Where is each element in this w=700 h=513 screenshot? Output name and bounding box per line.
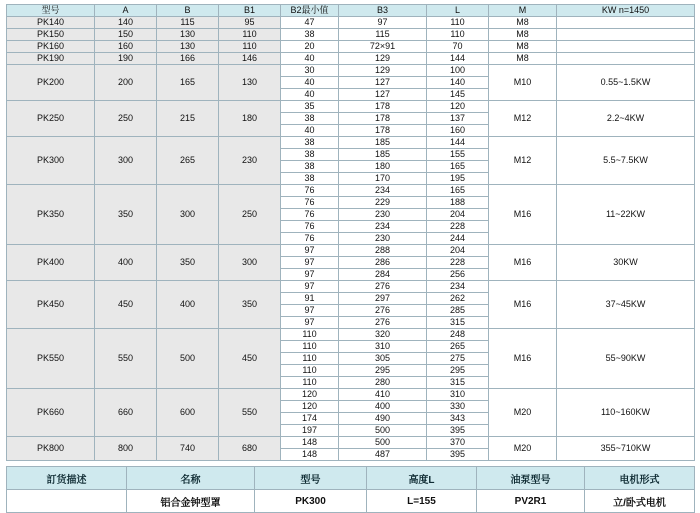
col-header-b2: B2最小值: [281, 5, 339, 17]
order-value-cell: 立/卧式电机: [585, 490, 695, 513]
cell-b1: 350: [219, 281, 281, 329]
cell-b1: 130: [219, 65, 281, 101]
cell-model: PK140: [7, 17, 95, 29]
cell-b3: 185: [339, 137, 427, 149]
cell-b2: 97: [281, 305, 339, 317]
cell-l: 110: [427, 17, 489, 29]
cell-kw: 2.2~4KW: [557, 101, 695, 137]
cell-b2: 197: [281, 425, 339, 437]
cell-b2: 38: [281, 173, 339, 185]
cell-l: 140: [427, 77, 489, 89]
order-header-cell: 高度L: [367, 467, 477, 490]
cell-l: 256: [427, 269, 489, 281]
cell-model: PK250: [7, 101, 95, 137]
cell-b1: 110: [219, 29, 281, 41]
cell-b: 600: [157, 389, 219, 437]
cell-m: M12: [489, 137, 557, 185]
cell-l: 265: [427, 341, 489, 353]
table-row: [7, 53, 695, 65]
cell-model: PK350: [7, 185, 95, 245]
cell-b3: 72×91: [339, 41, 427, 53]
cell-b1: 550: [219, 389, 281, 437]
cell-b2: 148: [281, 437, 339, 449]
cell-b3: 400: [339, 401, 427, 413]
cell-b3: 410: [339, 389, 427, 401]
order-header-row: [7, 467, 695, 490]
cell-l: 295: [427, 365, 489, 377]
cell-l: 165: [427, 161, 489, 173]
cell-b3: 295: [339, 365, 427, 377]
col-header-a: A: [95, 5, 157, 17]
cell-b3: 129: [339, 53, 427, 65]
cell-model: PK660: [7, 389, 95, 437]
cell-b1: 180: [219, 101, 281, 137]
cell-l: 144: [427, 137, 489, 149]
cell-kw: 55~90KW: [557, 329, 695, 389]
cell-b3: 127: [339, 89, 427, 101]
cell-a: 800: [95, 437, 157, 461]
cell-model: PK190: [7, 53, 95, 65]
cell-b1: 680: [219, 437, 281, 461]
cell-b3: 234: [339, 221, 427, 233]
cell-l: 262: [427, 293, 489, 305]
cell-l: 248: [427, 329, 489, 341]
cell-b2: 97: [281, 317, 339, 329]
cell-b3: 297: [339, 293, 427, 305]
order-header-cell: 电机形式: [585, 467, 695, 490]
cell-kw: [557, 17, 695, 29]
cell-l: 110: [427, 29, 489, 41]
cell-b2: 40: [281, 125, 339, 137]
cell-b: 265: [157, 137, 219, 185]
cell-kw: [557, 41, 695, 53]
cell-b2: 120: [281, 401, 339, 413]
cell-l: 275: [427, 353, 489, 365]
cell-b3: 127: [339, 77, 427, 89]
cell-a: 350: [95, 185, 157, 245]
cell-b2: 35: [281, 101, 339, 113]
cell-b2: 30: [281, 65, 339, 77]
cell-model: PK150: [7, 29, 95, 41]
cell-l: 165: [427, 185, 489, 197]
cell-b1: 110: [219, 41, 281, 53]
cell-model: PK160: [7, 41, 95, 53]
order-value-row: [7, 490, 695, 513]
cell-b3: 310: [339, 341, 427, 353]
cell-b: 215: [157, 101, 219, 137]
cell-a: 160: [95, 41, 157, 53]
cell-b3: 178: [339, 113, 427, 125]
table-row: [7, 65, 695, 77]
cell-l: 160: [427, 125, 489, 137]
order-header-cell: 油泵型号: [477, 467, 585, 490]
cell-model: PK450: [7, 281, 95, 329]
cell-b3: 230: [339, 209, 427, 221]
cell-b: 166: [157, 53, 219, 65]
cell-m: M8: [489, 29, 557, 41]
order-header-cell: 名称: [127, 467, 255, 490]
cell-l: 70: [427, 41, 489, 53]
cell-b3: 180: [339, 161, 427, 173]
cell-b3: 284: [339, 269, 427, 281]
cell-b3: 280: [339, 377, 427, 389]
cell-m: M16: [489, 185, 557, 245]
cell-b1: 450: [219, 329, 281, 389]
cell-b3: 500: [339, 425, 427, 437]
cell-b3: 97: [339, 17, 427, 29]
cell-b3: 230: [339, 233, 427, 245]
order-value-cell: PK300: [255, 490, 367, 513]
cell-kw: 37~45KW: [557, 281, 695, 329]
cell-b2: 97: [281, 257, 339, 269]
cell-b2: 97: [281, 269, 339, 281]
cell-b2: 97: [281, 281, 339, 293]
cell-l: 370: [427, 437, 489, 449]
cell-model: PK800: [7, 437, 95, 461]
cell-b2: 76: [281, 209, 339, 221]
table-header: [7, 5, 695, 17]
cell-m: M20: [489, 437, 557, 461]
order-description-section: [6, 466, 694, 513]
cell-b: 130: [157, 41, 219, 53]
cell-kw: 5.5~7.5KW: [557, 137, 695, 185]
cell-m: M16: [489, 281, 557, 329]
cell-l: 100: [427, 65, 489, 77]
cell-l: 285: [427, 305, 489, 317]
cell-b2: 110: [281, 353, 339, 365]
cell-b2: 38: [281, 29, 339, 41]
header-row: [7, 5, 695, 17]
cell-b3: 320: [339, 329, 427, 341]
cell-l: 137: [427, 113, 489, 125]
table-row: [7, 245, 695, 257]
cell-a: 200: [95, 65, 157, 101]
order-value-cell: L=155: [367, 490, 477, 513]
cell-b3: 178: [339, 125, 427, 137]
cell-m: M8: [489, 41, 557, 53]
cell-b3: 276: [339, 317, 427, 329]
col-header-m: M: [489, 5, 557, 17]
cell-b: 300: [157, 185, 219, 245]
cell-l: 120: [427, 101, 489, 113]
cell-b3: 185: [339, 149, 427, 161]
cell-b3: 170: [339, 173, 427, 185]
cell-l: 315: [427, 317, 489, 329]
table-row: [7, 389, 695, 401]
cell-l: 145: [427, 89, 489, 101]
cell-b2: 76: [281, 185, 339, 197]
cell-b1: 95: [219, 17, 281, 29]
cell-b: 130: [157, 29, 219, 41]
cell-kw: [557, 29, 695, 41]
cell-b2: 40: [281, 89, 339, 101]
cell-model: PK400: [7, 245, 95, 281]
col-header-b3: B3: [339, 5, 427, 17]
col-header-l: L: [427, 5, 489, 17]
cell-b2: 38: [281, 161, 339, 173]
table-row: [7, 41, 695, 53]
cell-b3: 115: [339, 29, 427, 41]
cell-a: 150: [95, 29, 157, 41]
cell-a: 250: [95, 101, 157, 137]
cell-b3: 286: [339, 257, 427, 269]
cell-b2: 40: [281, 77, 339, 89]
cell-l: 228: [427, 257, 489, 269]
cell-kw: 355~710KW: [557, 437, 695, 461]
cell-l: 195: [427, 173, 489, 185]
cell-b1: 300: [219, 245, 281, 281]
cell-b3: 500: [339, 437, 427, 449]
order-header-cell: 型号: [255, 467, 367, 490]
cell-b2: 91: [281, 293, 339, 305]
cell-a: 450: [95, 281, 157, 329]
cell-b2: 38: [281, 149, 339, 161]
table-row: [7, 437, 695, 449]
cell-b1: 146: [219, 53, 281, 65]
table-row: [7, 17, 695, 29]
cell-m: M8: [489, 53, 557, 65]
cell-m: M20: [489, 389, 557, 437]
cell-b2: 110: [281, 365, 339, 377]
cell-a: 190: [95, 53, 157, 65]
cell-b3: 234: [339, 185, 427, 197]
col-header-model: 型号: [7, 5, 95, 17]
cell-b2: 148: [281, 449, 339, 461]
specification-table: [6, 4, 695, 461]
cell-b: 500: [157, 329, 219, 389]
cell-b2: 76: [281, 221, 339, 233]
cell-l: 343: [427, 413, 489, 425]
cell-a: 550: [95, 329, 157, 389]
cell-b3: 288: [339, 245, 427, 257]
cell-l: 310: [427, 389, 489, 401]
col-header-kw: KW n=1450: [557, 5, 695, 17]
cell-b: 400: [157, 281, 219, 329]
cell-kw: 11~22KW: [557, 185, 695, 245]
cell-b2: 76: [281, 197, 339, 209]
cell-b3: 229: [339, 197, 427, 209]
table-body: [7, 17, 695, 461]
cell-l: 330: [427, 401, 489, 413]
cell-b2: 38: [281, 137, 339, 149]
col-header-b1: B1: [219, 5, 281, 17]
cell-b2: 110: [281, 329, 339, 341]
cell-kw: 110~160KW: [557, 389, 695, 437]
cell-b2: 40: [281, 53, 339, 65]
cell-b3: 276: [339, 305, 427, 317]
cell-b3: 276: [339, 281, 427, 293]
cell-b3: 178: [339, 101, 427, 113]
cell-b: 740: [157, 437, 219, 461]
table-row: [7, 329, 695, 341]
cell-b3: 129: [339, 65, 427, 77]
cell-model: PK300: [7, 137, 95, 185]
cell-kw: [557, 53, 695, 65]
cell-kw: 30KW: [557, 245, 695, 281]
cell-l: 234: [427, 281, 489, 293]
cell-b3: 487: [339, 449, 427, 461]
cell-b1: 250: [219, 185, 281, 245]
cell-l: 204: [427, 209, 489, 221]
table-row: [7, 137, 695, 149]
cell-b: 115: [157, 17, 219, 29]
table-row: [7, 185, 695, 197]
table-row: [7, 29, 695, 41]
cell-m: M16: [489, 245, 557, 281]
order-value-cell: PV2R1: [477, 490, 585, 513]
col-header-b: B: [157, 5, 219, 17]
cell-b: 350: [157, 245, 219, 281]
cell-b2: 174: [281, 413, 339, 425]
cell-b2: 20: [281, 41, 339, 53]
cell-l: 395: [427, 425, 489, 437]
cell-a: 300: [95, 137, 157, 185]
order-value-cell: 铝合金钟型罩: [127, 490, 255, 513]
cell-l: 155: [427, 149, 489, 161]
order-table: [6, 466, 695, 513]
cell-l: 188: [427, 197, 489, 209]
cell-model: PK200: [7, 65, 95, 101]
cell-m: M16: [489, 329, 557, 389]
cell-b2: 76: [281, 233, 339, 245]
cell-l: 144: [427, 53, 489, 65]
cell-b3: 305: [339, 353, 427, 365]
order-header-cell: 訂货描述: [7, 467, 127, 490]
cell-m: M10: [489, 65, 557, 101]
cell-b2: 110: [281, 377, 339, 389]
cell-b2: 38: [281, 113, 339, 125]
cell-a: 400: [95, 245, 157, 281]
cell-a: 660: [95, 389, 157, 437]
cell-l: 244: [427, 233, 489, 245]
cell-b2: 120: [281, 389, 339, 401]
cell-b: 165: [157, 65, 219, 101]
cell-l: 315: [427, 377, 489, 389]
cell-b3: 490: [339, 413, 427, 425]
cell-l: 228: [427, 221, 489, 233]
cell-a: 140: [95, 17, 157, 29]
cell-m: M8: [489, 17, 557, 29]
table-row: [7, 101, 695, 113]
order-value-cell: [7, 490, 127, 513]
cell-m: M12: [489, 101, 557, 137]
cell-b1: 230: [219, 137, 281, 185]
cell-b2: 47: [281, 17, 339, 29]
cell-model: PK550: [7, 329, 95, 389]
cell-b2: 110: [281, 341, 339, 353]
cell-l: 395: [427, 449, 489, 461]
table-row: [7, 281, 695, 293]
cell-l: 204: [427, 245, 489, 257]
cell-b2: 97: [281, 245, 339, 257]
cell-kw: 0.55~1.5KW: [557, 65, 695, 101]
